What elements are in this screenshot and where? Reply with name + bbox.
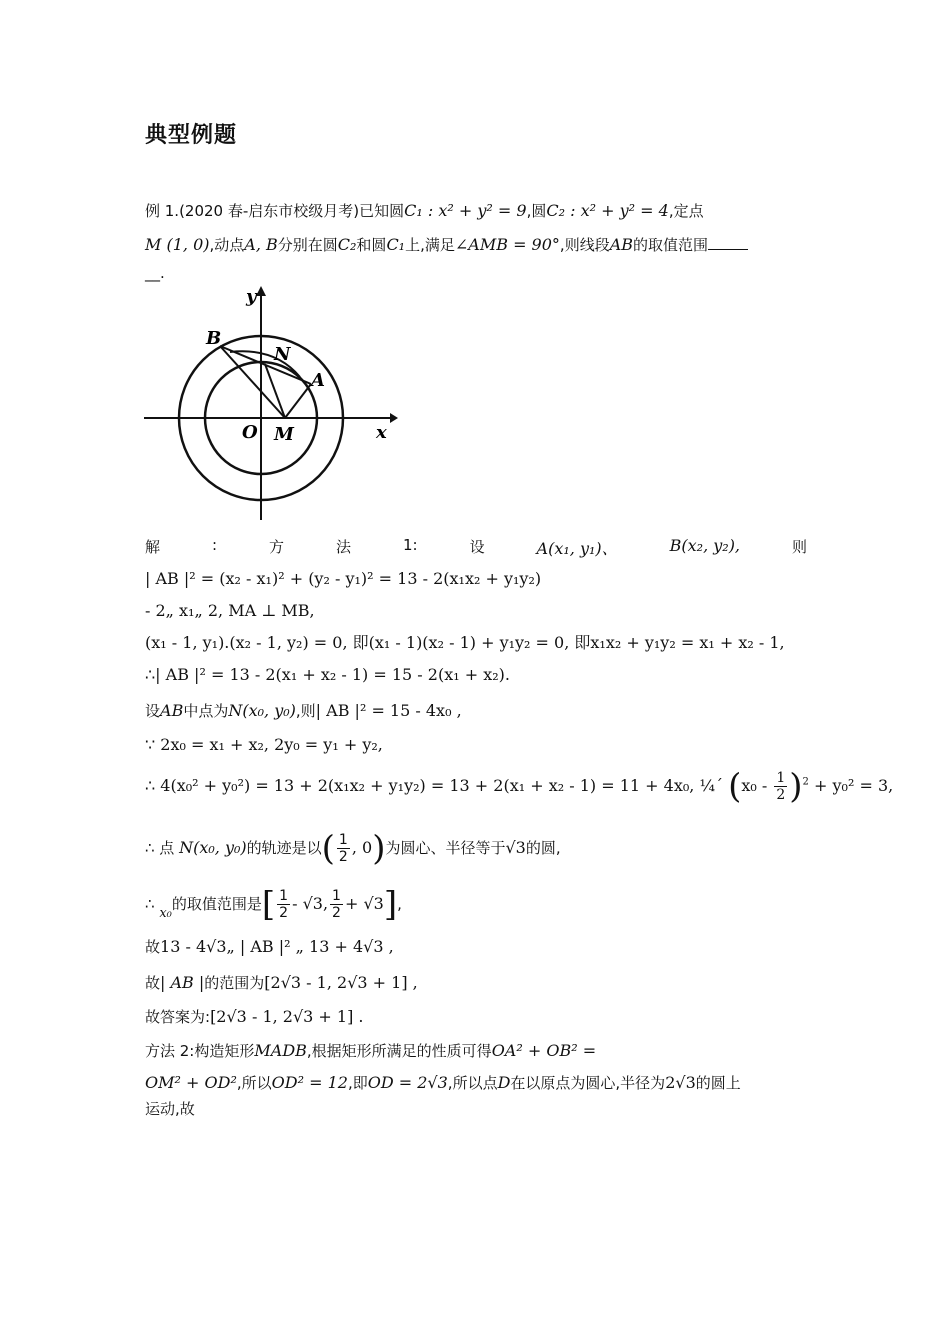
- label-origin: O: [242, 422, 258, 443]
- ab-length: | AB |: [160, 973, 205, 992]
- solution-line-10: [145, 884, 402, 925]
- ab-squared-range: 13 - 4√3„ | AB |² „ 13 + 4√3 ,: [160, 937, 394, 956]
- frac-den: 2: [338, 849, 348, 865]
- problem-text: ,则线段: [559, 236, 610, 254]
- sol-text: 方法 2:构造矩形: [145, 1042, 255, 1060]
- sol-expr: OA² + OB² =: [491, 1041, 597, 1060]
- fixed-point-m: M (1, 0): [145, 235, 210, 254]
- sol-text: 设: [145, 702, 161, 720]
- segment-am: [285, 384, 311, 418]
- sol-text: 的范围为: [204, 974, 265, 992]
- sol-expr: OD = 2√3: [367, 1073, 448, 1092]
- sol-text: 的圆,: [525, 839, 561, 857]
- label-a: A: [311, 370, 325, 391]
- open-paren: (: [321, 828, 335, 869]
- midpoint-n: N(x₀, y₀): [228, 701, 296, 720]
- sol-text: 的轨迹是以: [246, 839, 322, 857]
- circle-c2-ref: C₂: [337, 235, 357, 254]
- sol-text: 故: [145, 974, 161, 992]
- sol-text: 中点为: [183, 702, 229, 720]
- moving-points: A, B: [244, 235, 278, 254]
- sol-text: ,则: [295, 702, 316, 720]
- sol-expr: x₀ -: [741, 776, 768, 795]
- circle-c2-equation: C₂ : x² + y² = 4: [546, 201, 669, 220]
- fraction-half: [330, 888, 343, 921]
- x0-var: x₀: [159, 906, 172, 921]
- solution-line-8: ∴ 4(x₀² + y₀²) = 13 + 2(x₁x₂ + y₁y₂) = 13 + 2(x₁ + x₂ - 1) = 11 + 4x₀, ¼ˊ (x₀ - $\frac{1}{2}$ )$^2$ + y₀² = 3,: [145, 766, 894, 807]
- section-heading: 典型例题: [145, 123, 238, 148]
- solution-line-4: (x₁ - 1, y₁).(x₂ - 1, y₂) = 0, 即(x₁ - 1)(x₂ - 1) + y₁y₂ = 0, 即x₁x₂ + y₁y₂ = x₁ + x₂ - 1,: [145, 633, 785, 652]
- problem-sep: ,圆: [526, 202, 547, 220]
- sol-word: 方: [269, 538, 285, 556]
- open-bracket: [: [261, 884, 276, 925]
- close-paren: ): [372, 828, 386, 869]
- sol-word: 1:: [402, 536, 418, 554]
- problem-line-2: [145, 234, 748, 256]
- solution-line-9: [145, 828, 561, 869]
- radius-value: √3: [505, 838, 526, 857]
- solution-line-3: - 2„ x₁„ 2, MA ⊥ MB,: [145, 601, 315, 620]
- x-axis-arrow: [390, 413, 398, 423]
- sol-word: 解: [145, 538, 161, 556]
- ab-squared-formula: | AB |² = 15 - 4x₀ ,: [315, 701, 462, 720]
- open-paren: (: [728, 766, 742, 807]
- close-paren: ): [789, 766, 803, 807]
- circle-c1-equation: C₁ : x² + y² = 9: [404, 201, 527, 220]
- fraction-half: [774, 770, 787, 803]
- sol-text: ∴ 点: [145, 839, 175, 857]
- sol-expr: ∴ 4(x₀² + y₀²) = 13 + 2(x₁x₂ + y₁y₂) = 13 + 2(x₁ + x₂ - 1) = 11 + 4x₀, ¼ˊ: [145, 776, 723, 795]
- label-x: x: [376, 422, 387, 443]
- sol-text: 故: [145, 938, 161, 956]
- solution-line-14: [145, 1040, 596, 1062]
- point-b-coords: B(x₂, y₂),: [669, 536, 741, 555]
- solution-line-5: ∴| AB |² = 13 - 2(x₁ + x₂ - 1) = 15 - 2(x₁ + x₂).: [145, 665, 510, 684]
- problem-text: ,动点: [209, 236, 245, 254]
- problem-text: 的取值范围: [633, 236, 709, 254]
- frac-num: 1: [279, 888, 289, 904]
- answer-blank-end: __.: [145, 264, 165, 282]
- rectangle-madb: MADB: [254, 1041, 307, 1060]
- label-y: y: [246, 286, 257, 307]
- problem-text: 上,满足: [405, 236, 455, 254]
- sol-expr: + √3: [344, 894, 384, 913]
- segment-ab: AB: [609, 235, 634, 254]
- problem-line-1: [145, 200, 704, 222]
- sol-text: ,根据矩形所满足的性质可得: [306, 1042, 492, 1060]
- sol-text: ,所以: [236, 1074, 272, 1092]
- right-angle-condition: ∠AMB = 90°: [454, 235, 560, 254]
- radius-d: 2√3: [665, 1073, 696, 1092]
- frac-den: 2: [332, 905, 341, 921]
- sol-word: 设: [469, 538, 485, 556]
- sol-text: 故答案为:: [145, 1008, 211, 1026]
- label-b: B: [206, 328, 222, 349]
- solution-line-12: [145, 972, 418, 994]
- sol-text: ,所以点: [447, 1074, 498, 1092]
- sol-text: 在以原点为圆心,半径为: [510, 1074, 666, 1092]
- sol-expr: , 0: [351, 838, 373, 857]
- sol-text: ∴: [145, 895, 155, 913]
- frac-num: 1: [776, 770, 786, 786]
- y-axis-arrow: [256, 286, 266, 296]
- circle-c1-ref: C₁: [386, 235, 406, 254]
- sol-expr: - √3,: [292, 894, 329, 913]
- sol-expr: OM² + OD²: [145, 1073, 237, 1092]
- final-answer: [2√3 - 1, 2√3 + 1] .: [210, 1007, 364, 1026]
- solution-line-7: ∵ 2x₀ = x₁ + x₂, 2y₀ = y₁ + y₂,: [145, 735, 383, 754]
- sol-text: 的圆上: [695, 1074, 741, 1092]
- solution-line-11: [145, 936, 394, 958]
- sol-text: 为圆心、半径等于: [385, 839, 506, 857]
- problem-intro: 例 1.(2020 春-启东市校级月考)已知圆: [145, 202, 405, 220]
- solution-line-13: [145, 1006, 364, 1028]
- fraction-half: [277, 888, 290, 921]
- point-d: D: [497, 1073, 511, 1092]
- frac-num: 1: [332, 888, 341, 904]
- solution-line-15: [145, 1072, 741, 1094]
- point-a-coords: A(x₁, y₁)、: [536, 539, 618, 558]
- sol-text: ,: [397, 895, 402, 913]
- sol-word: 法: [336, 538, 352, 556]
- solution-line-1: [145, 536, 807, 559]
- ab-range: [2√3 - 1, 2√3 + 1] ,: [264, 973, 418, 992]
- sol-text: 的取值范围是: [171, 895, 262, 913]
- frac-den: 2: [279, 905, 289, 921]
- geometry-figure: [140, 282, 400, 522]
- fraction-half: [337, 832, 350, 865]
- sol-word: 则: [791, 538, 807, 556]
- label-n: N: [274, 344, 291, 365]
- solution-line-6: [145, 700, 462, 722]
- solution-line-2: | AB |² = (x₂ - x₁)² + (y₂ - y₁)² = 13 - 2(x₁x₂ + y₁y₂): [145, 569, 542, 588]
- sol-text: ,即: [347, 1074, 368, 1092]
- problem-text: 和圆: [356, 236, 387, 254]
- label-m: M: [274, 424, 294, 445]
- frac-den: 2: [776, 787, 786, 803]
- sol-expr: OD² = 12: [271, 1073, 348, 1092]
- frac-num: 1: [338, 832, 348, 848]
- point-n: N(x₀, y₀): [179, 838, 247, 857]
- solution-line-16: 运动,故: [145, 1100, 195, 1118]
- segment-ab: AB: [160, 701, 184, 720]
- problem-text: 分别在圆: [277, 236, 338, 254]
- sol-word: :: [211, 536, 218, 554]
- close-bracket: ]: [383, 884, 398, 925]
- answer-blank: [708, 235, 748, 250]
- sol-expr: + y₀² = 3,: [814, 776, 894, 795]
- problem-tail: ,定点: [668, 202, 704, 220]
